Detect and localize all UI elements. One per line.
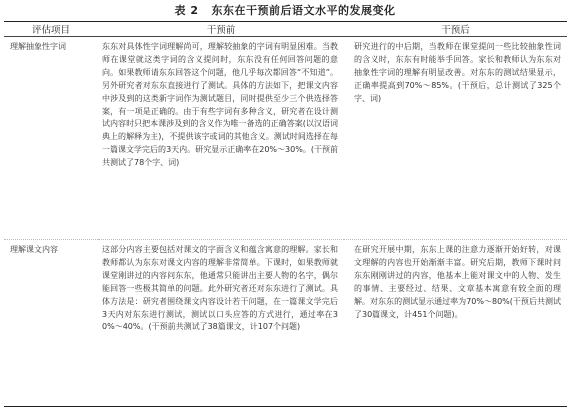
header-before: 干预前 — [98, 22, 344, 37]
row-item-label: 理解抽象性字词 — [4, 37, 98, 240]
table-caption — [0, 2, 570, 18]
row-after-text: 在研究开展中期，东东上课的注意力逐渐开始好转，对课文理解的内容也开始渐渐丰富。研究后期，教师下课时问东东刚刚讲过的内容，他基本上能对课文中的人物、发生的事情、主要经过、结果、文章基本寓意有较全面的理解。对东东的测试显示通过率为70%～80%(干预后共测试了30篇课文，计451个问题)。 — [344, 240, 567, 407]
row-item-label: 理解课文内容 — [4, 240, 98, 407]
table-row — [4, 240, 567, 407]
row-before-text: 东东对具体性字词理解尚可，理解较抽象的字词有明显困难。当教师在课堂就这类字词的含义提问时，东东没有任何回答问题的意向。如果教师请东东回答这个问题，他几乎每次都回答“不知道”。另外研究者对东东直接进行了测试。具体的方法如下，把课文内容中涉及到的这类新字词作为测试题目，同时提供至少三个供选择答案，有一项是正确的。由于有些字词有多种含义，研究者在设计测试内容时只把本课涉及到的含义作为唯一备选的正确答案(以汉语词典上的解释为主)，不提供该字或词的其他含义。测试时间选择在每一篇课文学完后的3天内。研究显示正确率在20%～30%。(干预前共测试了78个字、词) — [98, 37, 344, 240]
row-after-text: 研究进行的中后期，当教师在课堂提问一些比较抽象性词的含义时，东东有时能举手回答。家长和教师认为东东对抽象性字词的理解有明显改善。对东东的测试结果显示，正确率提高到70%～85%。(干预后，总计测试了325个字、词) — [344, 37, 567, 240]
row-before-text: 这部分内容主要包括对课文的字面含义和蕴含寓意的理解。家长和教师都认为东东对课文内容的理解非常简单。下课时，如果教师就课堂刚讲过的内容问东东，他通常只能讲出主要人物的名字，偶尔能回答一些极其简单的问题。此外研究者还对东东进行了测试。具体方法是：研究者围绕课文内容设计若干问题，在一篇课文学完后3天内对东东进行测试，测试以口头应答的方式进行，通过率在30%～40%。(干预前共测试了38篇课文，计107个问题) — [98, 240, 344, 407]
table-header-row — [4, 22, 567, 37]
caption-number: 表 2 — [174, 4, 199, 17]
table-row — [4, 37, 567, 240]
header-item: 评估项目 — [4, 22, 98, 37]
header-after: 干预后 — [344, 22, 567, 37]
caption-title: 东东在干预前后语文水平的发展变化 — [211, 4, 396, 17]
development-table — [4, 21, 567, 407]
